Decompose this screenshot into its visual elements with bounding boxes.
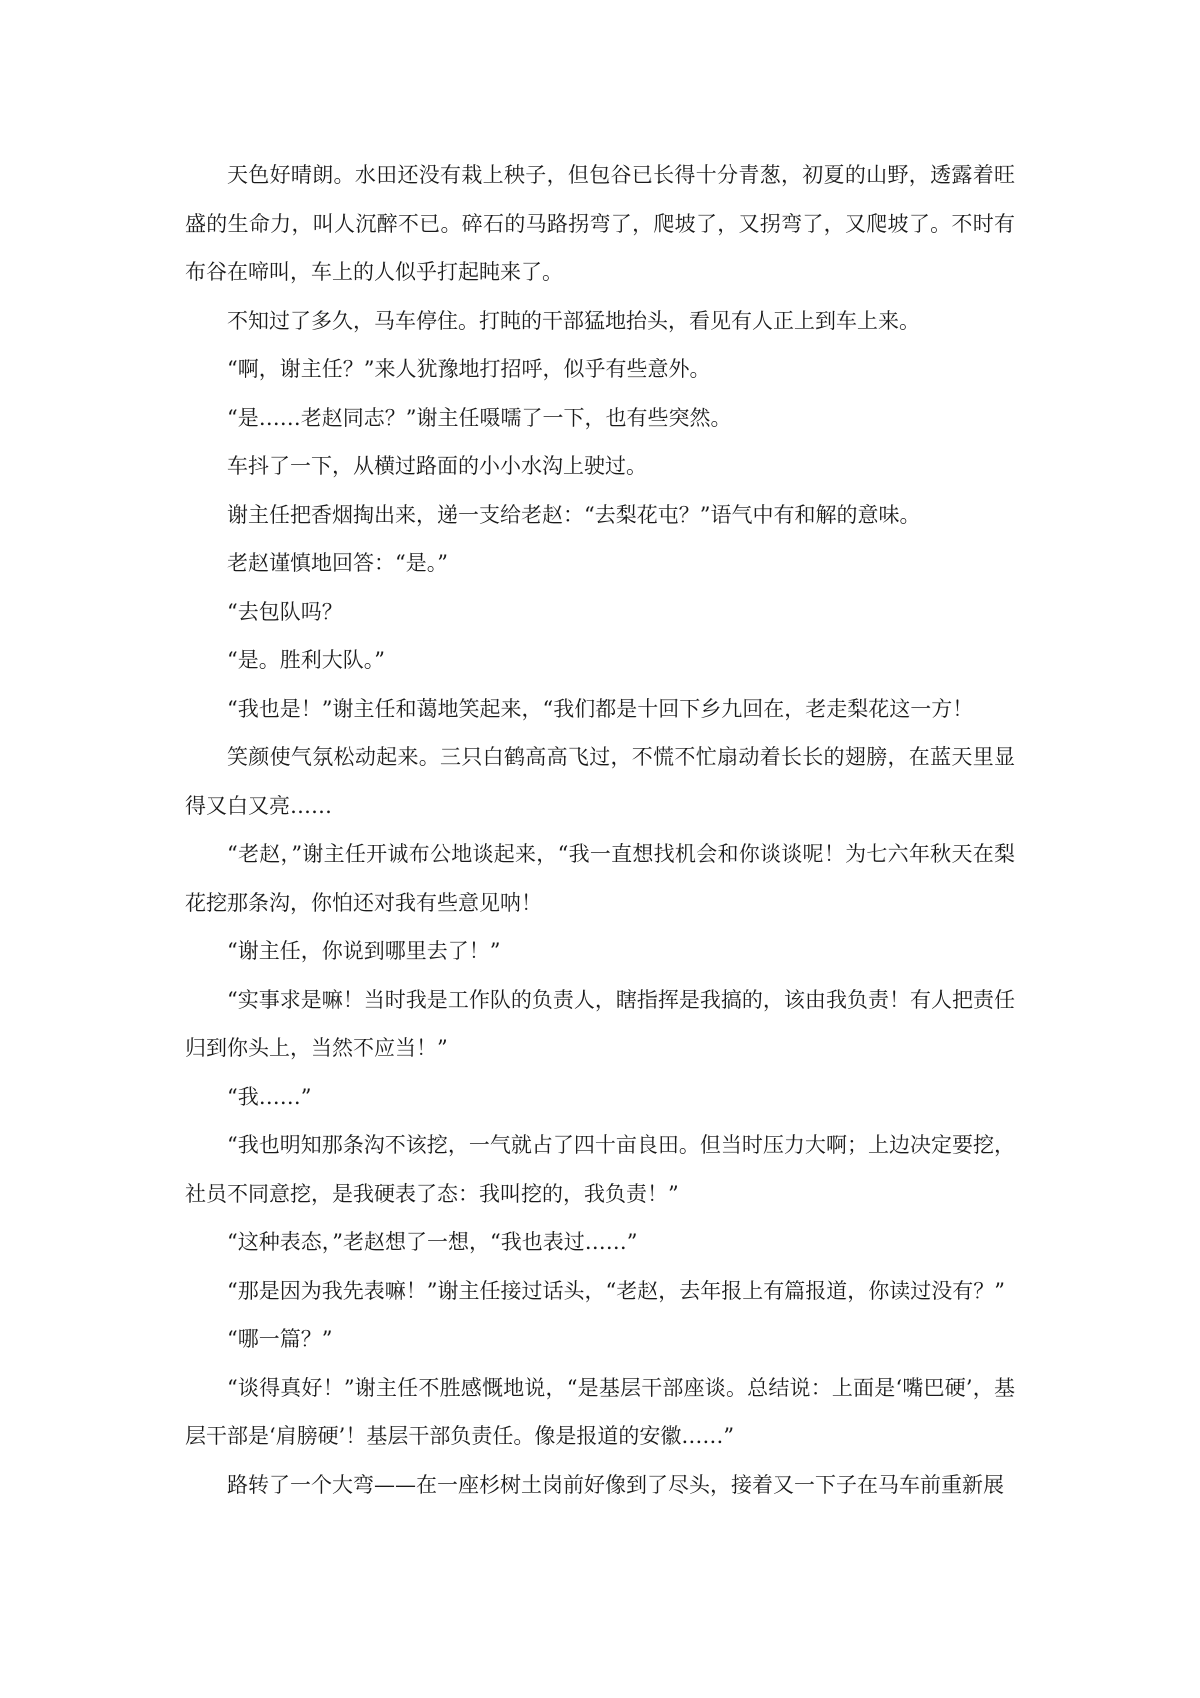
paragraph: “谢主任，你说到哪里去了！” [227,939,501,963]
paragraph: “哪一篇？” [227,1327,333,1351]
paragraph: 笑颜使气氛松动起来。三只白鹤高高飞过，不慌不忙扇动着长长的翅膀，在蓝天里显得又白又亮…… [185,745,1015,818]
paragraph: “这种表态，”老赵想了一想，“我也表过……” [227,1230,638,1254]
paragraph: “老赵，”谢主任开诚布公地谈起来，“我一直想找机会和你谈谈呢！为七六年秋天在梨花挖那条沟，你怕还对我有些意见呐！ [185,842,1015,915]
paragraph: “我……” [227,1084,312,1109]
story-text [185,151,1015,1509]
paragraph: 不知过了多久，马车停住。打盹的干部猛地抬头，看见有人正上到车上来。 [227,308,920,333]
paragraph: “是……老赵同志？”谢主任嗫嚅了一下，也有些突然。 [227,405,732,430]
paragraph: 谢主任把香烟掏出来，递一支给老赵：“去梨花屯？”语气中有和解的意味。 [227,502,921,527]
paragraph: “是。胜利大队。” [227,648,385,672]
paragraph: 车抖了一下，从横过路面的小小水沟上驶过。 [227,454,647,478]
paragraph: “去包队吗？ [227,599,343,624]
paragraph: 天色好晴朗。水田还没有栽上秧子，但包谷已长得十分青葱，初夏的山野，透露着旺盛的生命力，叫人沉醉不已。碎石的马路拐弯了，爬坡了，又拐弯了，又爬坡了。不时有布谷在啼叫，车上的人似乎打起盹来了。 [185,163,1015,284]
paragraph: “我也是！”谢主任和蔼地笑起来，“我们都是十回下乡九回在，老走梨花这一方！ [227,696,974,721]
paragraph: 老赵谨慎地回答：“是。” [227,551,448,575]
paragraph: “我也明知那条沟不该挖，一气就占了四十亩良田。但当时压力大啊；上边决定要挖，社员不同意挖，是我硬表了态：我叫挖的，我负责！” [185,1133,1015,1206]
paragraph: “谈得真好！”谢主任不胜感慨地说，“是基层干部座谈。总结说：上面是‘嘴巴硬’，基层干部是‘肩膀硬’！基层干部负责任。像是报道的安徽……” [185,1375,1015,1448]
paragraph: “那是因为我先表嘛！”谢主任接过话头，“老赵，去年报上有篇报道，你读过没有？” [227,1278,1005,1303]
paragraph: “实事求是嘛！当时我是工作队的负责人，瞎指挥是我搞的，该由我负责！有人把责任归到你头上，当然不应当！” [185,987,1015,1060]
paragraph: 路转了一个大弯——在一座杉树土岗前好像到了尽头，接着又一下子在马车前重新展 [227,1472,1004,1497]
paragraph: “啊，谢主任？”来人犹豫地打招呼，似乎有些意外。 [227,357,711,381]
